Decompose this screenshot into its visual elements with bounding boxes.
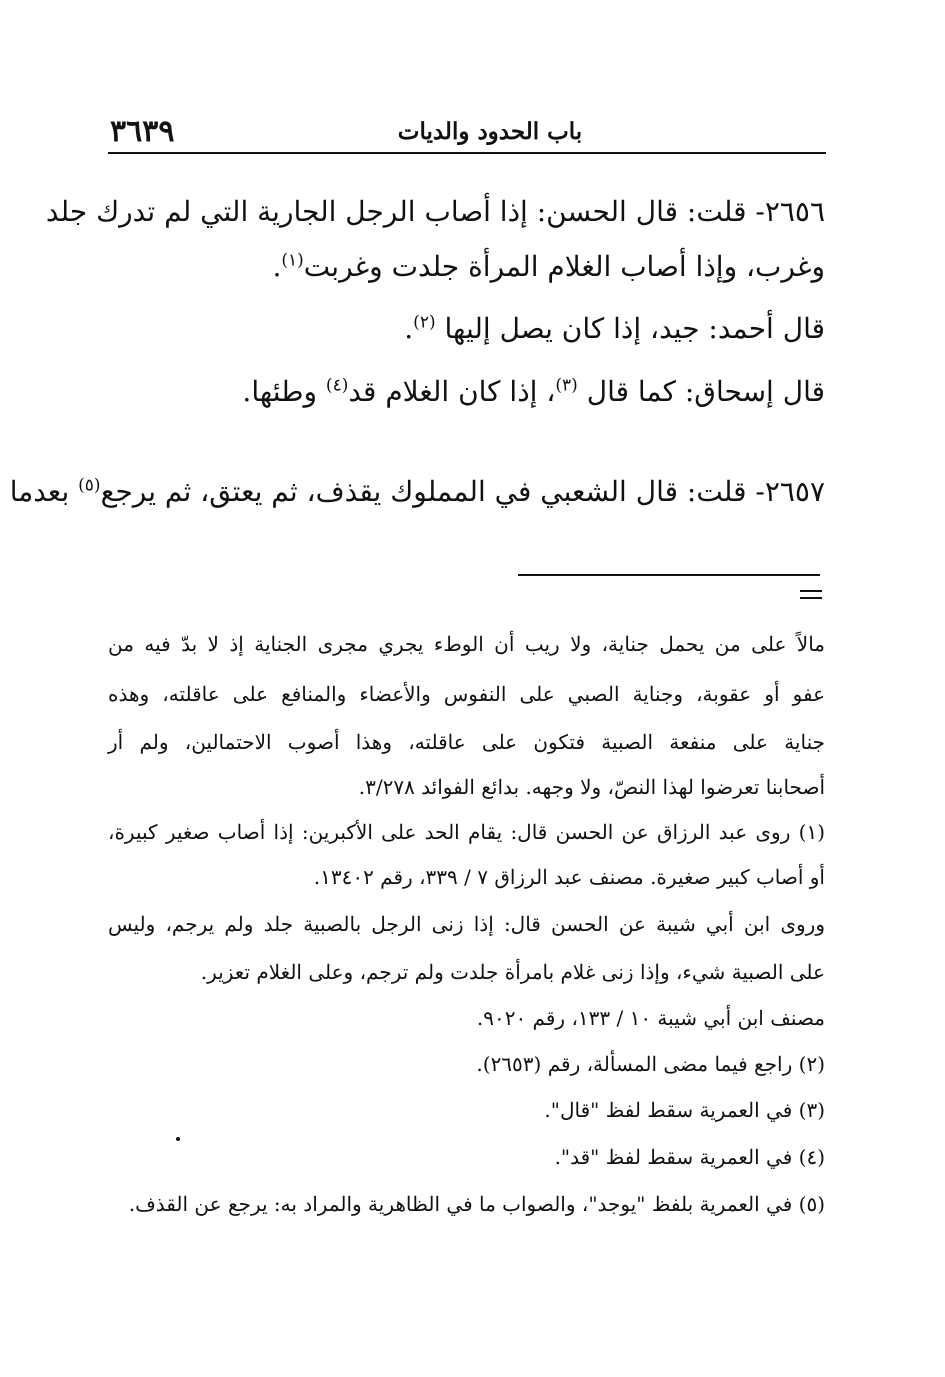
stray-dot bbox=[176, 1137, 180, 1141]
footnote-1-line-2: أو أصاب كبير صغيرة. مصنف عبد الرزاق ٧ / ٣٣٩، رقم ١٣٤٠٢. bbox=[313, 865, 825, 889]
footnote-mark-1[interactable]: (١) bbox=[281, 250, 304, 271]
footnote-mark-3[interactable]: (٣) bbox=[555, 375, 578, 396]
main-line-5: ٢٦٥٧- قلت: قال الشعبي في المملوك يقذف، ثم يعتق، ثم يرجع$^{(٥)}$ بعدما bbox=[9, 475, 825, 508]
footnote-1-line-3: وروى ابن أبي شيبة عن الحسن قال: إذا زنى الرجل بالصبية جلد ولم يرجم، وليس bbox=[108, 912, 825, 936]
footnote-2: (٢) راجع فيما مضى المسألة، رقم (٢٦٥٣). bbox=[476, 1052, 825, 1076]
page-header bbox=[110, 110, 825, 154]
footnote-mark-4[interactable]: (٤) bbox=[325, 375, 349, 396]
main-line-2: وغرب، وإذا أصاب الغلام المرأة جلدت وغربت$^{(١)}$. bbox=[272, 250, 825, 283]
continuation-mark bbox=[800, 590, 822, 604]
footnote-4: (٤) في العمرية سقط لفظ "قد". bbox=[554, 1145, 825, 1169]
footnote-1-line-5: مصنف ابن أبي شيبة ١٠ / ١٣٣، رقم ٩٠٢٠. bbox=[476, 1006, 825, 1030]
main-line-1: ٢٦٥٦- قلت: قال الحسن: إذا أصاب الرجل الجارية التي لم تدرك جلد bbox=[45, 195, 825, 228]
footnote-mark-5[interactable]: (٥) bbox=[78, 475, 101, 496]
main-line-3: قال أحمد: جيد، إذا كان يصل إليها $^{(٢)}$. bbox=[404, 312, 825, 345]
running-title: باب الحدود والديات bbox=[397, 118, 583, 145]
footnote-5: (٥) في العمرية بلفظ "يوجد"، والصواب ما في الظاهرية والمراد به: يرجع عن القذف. bbox=[128, 1192, 825, 1216]
footnote-line-1: مالاً على من يحمل جناية، ولا ريب أن الوطء يجري مجرى الجناية إذ لا بدّ فيه من bbox=[108, 632, 825, 656]
footnote-1-line-4: على الصبية شيء، وإذا زنى غلام بامرأة جلدت ولم ترجم، وعلى الغلام تعزير. bbox=[200, 960, 825, 984]
footnote-line-3: جناية على منفعة الصبية فتكون على عاقلته، وهذا أصوب الاحتمالين، ولم أر bbox=[108, 730, 825, 754]
main-line-4: قال إسحاق: كما قال $^{(٣)}$، إذا كان الغلام قد$^{(٤)}$ وطئها. bbox=[242, 375, 825, 408]
footnote-line-2: عفو أو عقوبة، وجناية الصبي على النفوس والأعضاء والمنافع على عاقلته، وهذه bbox=[108, 682, 825, 706]
header-rule bbox=[108, 152, 826, 154]
footnote-mark-2[interactable]: (٢) bbox=[413, 312, 436, 333]
page-number: ٣٦٣٩ bbox=[110, 114, 175, 149]
footnote-separator bbox=[518, 574, 820, 576]
footnote-3: (٣) في العمرية سقط لفظ "قال". bbox=[544, 1098, 825, 1122]
footnote-line-4: أصحابنا تعرضوا لهذا النصّ، ولا وجهه. بدائع الفوائد ٣/٢٧٨. bbox=[358, 775, 825, 799]
footnote-1-line-1: (١) روى عبد الرزاق عن الحسن قال: يقام الحد على الأكبرين: إذا أصاب صغير كبيرة، bbox=[108, 820, 825, 844]
